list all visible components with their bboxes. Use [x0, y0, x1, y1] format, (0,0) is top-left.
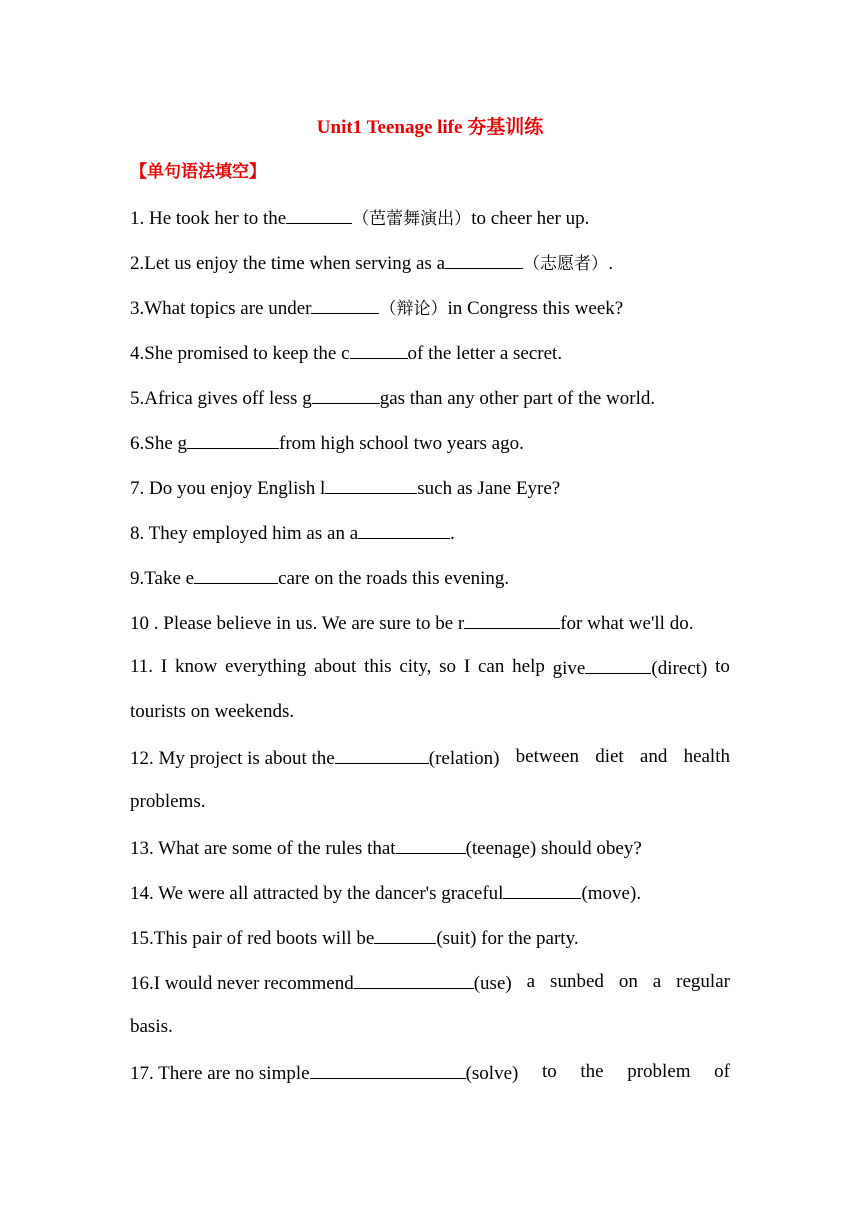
question-7: 7. Do you enjoy English l such as Jane Eyre?: [130, 473, 730, 501]
answer-blank[interactable]: [310, 1058, 466, 1079]
question-4: 4.She promised to keep the c of the letter a secret.: [130, 338, 730, 366]
question-17: 17. There are no simple (solve) to the problem of: [130, 1058, 730, 1086]
question-16-continued: basis.: [130, 1016, 173, 1037]
answer-blank[interactable]: [358, 518, 450, 539]
question-6: 6.She g from high school two years ago.: [130, 428, 730, 456]
question-3: 3.What topics are under （辩论）in Congress this week?: [130, 293, 730, 321]
answer-blank[interactable]: [445, 248, 523, 269]
question-8: 8. They employed him as an a .: [130, 518, 730, 546]
question-11: 11. I know everything about this city, so I can help give (direct) to: [130, 653, 730, 681]
answer-blank[interactable]: [585, 653, 651, 674]
question-14: 14. We were all attracted by the dancer's graceful (move).: [130, 878, 730, 906]
question-16: 16.I would never recommend (use) a sunbed on a regular: [130, 968, 730, 996]
answer-blank[interactable]: [335, 743, 429, 764]
answer-blank[interactable]: [325, 473, 417, 494]
answer-blank[interactable]: [374, 923, 436, 944]
answer-blank[interactable]: [354, 968, 474, 989]
section-heading: 【单句语法填空】: [130, 162, 266, 182]
answer-blank[interactable]: [350, 338, 408, 359]
question-5: 5.Africa gives off less g gas than any other part of the world.: [130, 383, 730, 411]
question-15: 15.This pair of red boots will be (suit) for the party.: [130, 923, 730, 951]
question-12-continued: problems.: [130, 791, 206, 812]
answer-blank[interactable]: [311, 293, 379, 314]
question-1: 1. He took her to the （芭蕾舞演出）to cheer her up.: [130, 203, 730, 231]
answer-blank[interactable]: [464, 608, 560, 629]
question-2: 2.Let us enjoy the time when serving as a （志愿者）.: [130, 248, 730, 276]
answer-blank[interactable]: [194, 563, 278, 584]
answer-blank[interactable]: [396, 833, 466, 854]
answer-blank[interactable]: [187, 428, 279, 449]
answer-blank[interactable]: [503, 878, 581, 899]
answer-blank[interactable]: [286, 203, 352, 224]
question-11-continued: tourists on weekends.: [130, 701, 295, 722]
page-title: Unit1 Teenage life 夯基训练: [316, 117, 544, 138]
question-13: 13. What are some of the rules that (teenage) should obey?: [130, 833, 730, 861]
answer-blank[interactable]: [312, 383, 380, 404]
question-12: 12. My project is about the (relation) between diet and health: [130, 743, 730, 771]
question-10: 10 . Please believe in us. We are sure to be r for what we'll do.: [130, 608, 730, 636]
question-9: 9.Take e care on the roads this evening.: [130, 563, 730, 591]
